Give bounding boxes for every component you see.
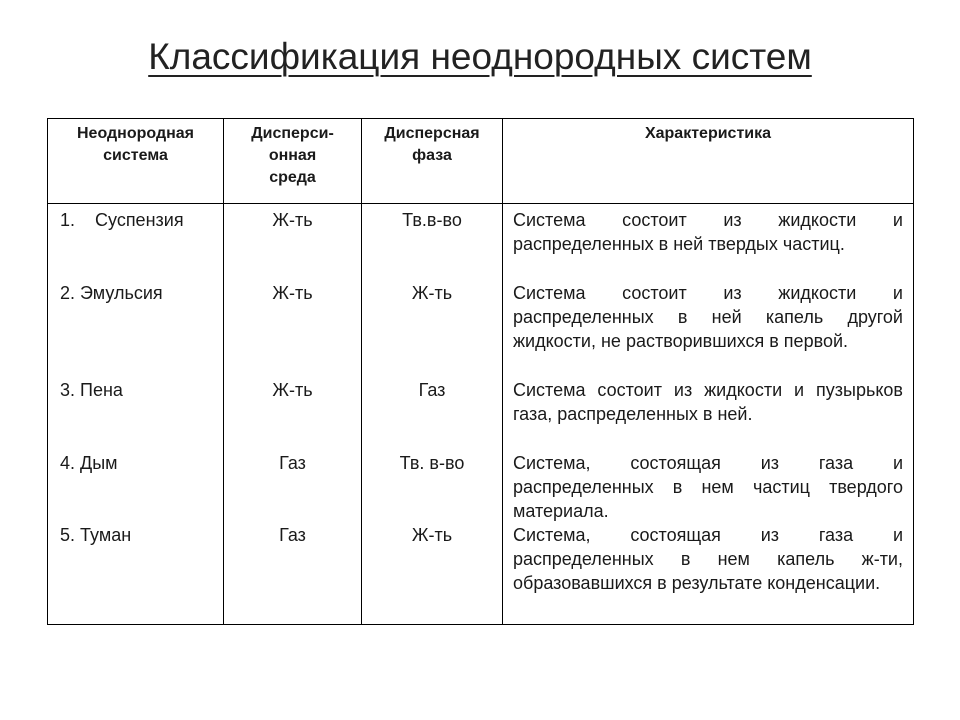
description-cell: Система состоит из жидкости и распределенных в ней твердых частиц.: [513, 210, 903, 254]
phase-cell: Тв.в-во: [402, 210, 462, 230]
phase-cell: Ж-ть: [411, 525, 453, 545]
phase-cell: Ж-ть: [411, 283, 453, 303]
system-number: 4.: [60, 453, 76, 473]
system-cell: [48, 208, 223, 281]
phase-column: [362, 204, 503, 625]
medium-cell: Ж-ть: [272, 283, 313, 303]
description-cell: Система состоит из жидкости и пузырьков газа, распределенных в ней.: [513, 380, 903, 424]
phase-cell: Газ: [418, 380, 446, 400]
header-system: Неоднородная система: [48, 119, 224, 204]
medium-column: [224, 204, 362, 625]
system-name: Дым: [80, 453, 118, 473]
header-phase: Дисперсная фаза: [362, 119, 503, 204]
description-cell: Система, состоящая из газа и распределенных в нем частиц твердого материала.: [513, 453, 903, 521]
system-cell: [48, 378, 223, 451]
table-body-row: [48, 204, 914, 625]
header-description: Характеристика: [503, 119, 914, 204]
medium-cell: Газ: [279, 525, 306, 545]
system-name: Эмульсия: [80, 283, 163, 303]
system-number: 5.: [60, 525, 76, 545]
system-cell: [48, 281, 223, 378]
medium-cell: Ж-ть: [272, 380, 313, 400]
system-number: 1.: [60, 210, 76, 230]
header-medium: Дисперси-онная среда: [224, 119, 362, 204]
system-name: Пена: [80, 380, 123, 400]
description-cell: Система состоит из жидкости и распределенных в ней капель другой жидкости, не растворившихся в первой.: [513, 283, 903, 351]
classification-table: [47, 118, 914, 625]
system-cell: [48, 523, 223, 619]
system-column: [48, 204, 224, 625]
system-cell: [48, 451, 223, 523]
system-name: Суспензия: [95, 210, 184, 230]
medium-cell: Газ: [279, 453, 306, 473]
system-number: 2.: [60, 283, 76, 303]
medium-cell: Ж-ть: [272, 210, 313, 230]
table-header-row: [48, 119, 914, 204]
phase-cell: Тв. в-во: [399, 453, 465, 473]
slide-title: Классификация неоднородных систем: [148, 36, 812, 77]
description-column: [503, 204, 914, 625]
system-number: 3.: [60, 380, 76, 400]
description-cell: Система, состоящая из газа и распределенных в нем капель ж-ти, образовавшихся в результате конденсации.: [513, 525, 903, 593]
system-name: Туман: [80, 525, 132, 545]
